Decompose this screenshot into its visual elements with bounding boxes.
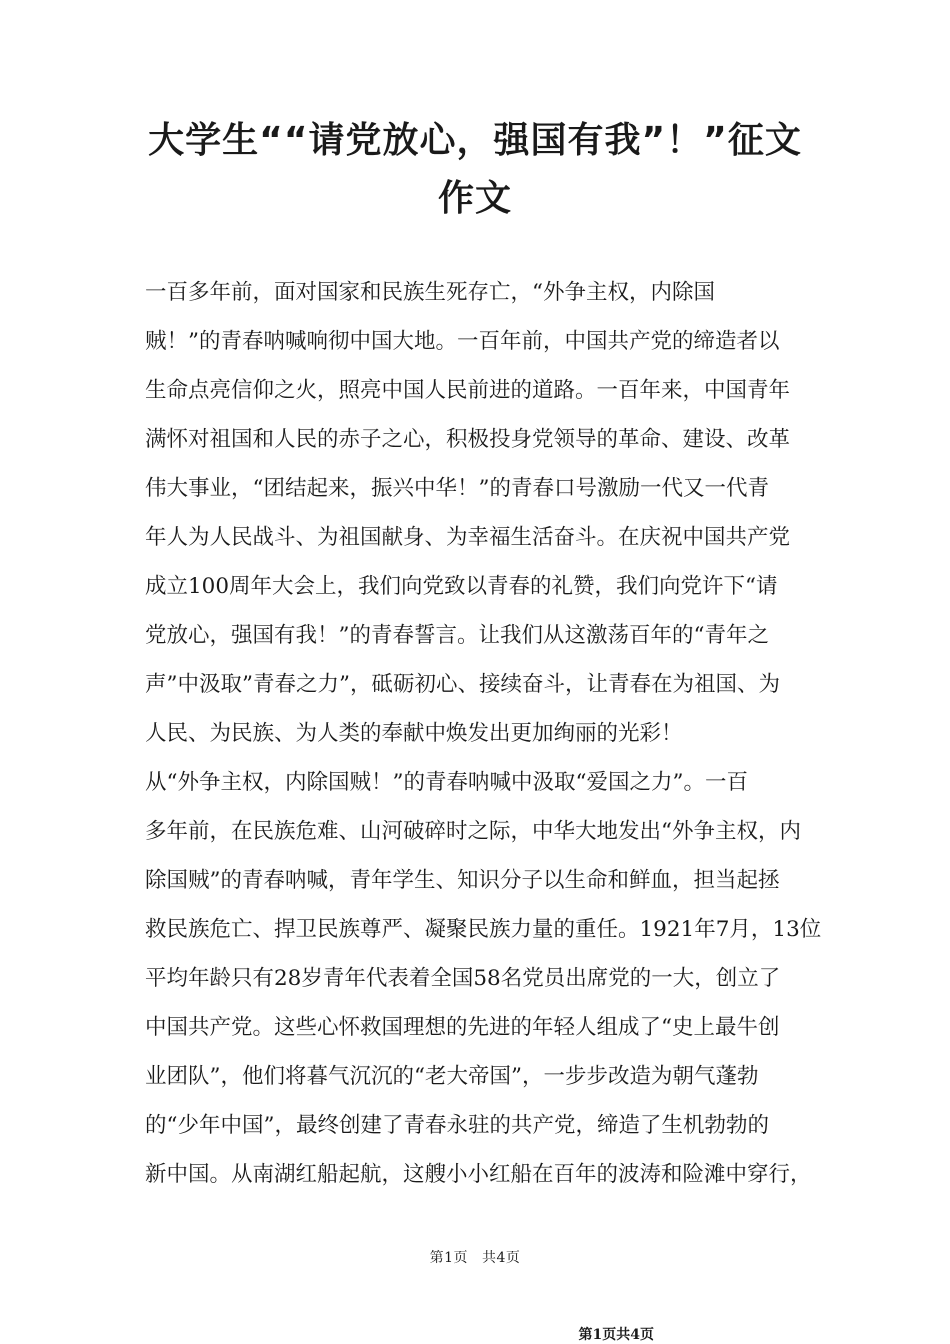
title-line: 大学生““请党放心，强国有我”！”征文 [148, 120, 802, 161]
paragraph-1 [145, 268, 810, 758]
text-line: 的“少年中国”，最终创建了青春永驻的共产党，缔造了生机勃勃的 [145, 1113, 769, 1138]
title-line: 作文 [437, 178, 512, 219]
page-indicator: 第1页共4页 [578, 1327, 654, 1343]
text-line: 从“外争主权，内除国贼！”的青春呐喊中汲取“爱国之力”。一百 [145, 770, 748, 795]
text-line: 一百多年前，面对国家和民族生死存亡，“外争主权，内除国 [145, 280, 715, 305]
text-line: 党放心，强国有我！”的青春誓言。让我们从这激荡百年的“青年之 [145, 623, 769, 648]
text-line: 人民、为民族、为人类的奉献中焕发出更加绚丽的光彩！ [145, 721, 683, 746]
page-total: 共4页 [482, 1250, 521, 1266]
text-line: 除国贼”的青春呐喊，青年学生、知识分子以生命和鲜血，担当起拯 [145, 868, 780, 893]
text-line: 平均年龄只有28岁青年代表着全国58名党员出席党的一大，创立了 [145, 966, 781, 991]
text-line: 多年前，在民族危难、山河破碎时之际，中华大地发出“外争主权，内 [145, 819, 801, 844]
text-line: 中国共产党。这些心怀救国理想的先进的年轻人组成了“史上最牛创 [145, 1015, 780, 1040]
text-line: 生命点亮信仰之火，照亮中国人民前进的道路。一百年来，中国青年 [145, 378, 791, 403]
page-footer [0, 1247, 950, 1267]
text-line: 贼！”的青春呐喊响彻中国大地。一百年前，中国共产党的缔造者以 [145, 329, 780, 354]
text-line: 伟大事业，“团结起来，振兴中华！”的青春口号激励一代又一代青 [145, 476, 769, 501]
document-title [120, 112, 830, 228]
text-line: 救民族危亡、捍卫民族尊严、凝聚民族力量的重任。1921年7月，13位 [145, 917, 822, 942]
text-line: 新中国。从南湖红船起航，这艘小小红船在百年的波涛和险滩中穿行， [145, 1162, 812, 1187]
text-line: 满怀对祖国和人民的赤子之心，积极投身党领导的革命、建设、改革 [145, 427, 791, 452]
text-line: 年人为人民战斗、为祖国献身、为幸福生活奋斗。在庆祝中国共产党 [145, 525, 791, 550]
text-line: 声”中汲取”青春之力”，砥砺初心、接续奋斗，让青春在为祖国、为 [145, 672, 780, 697]
text-line: 成立100周年大会上，我们向党致以青春的礼赞，我们向党许下“请 [145, 574, 778, 599]
text-line: 业团队”，他们将暮气沉沉的“老大帝国”，一步步改造为朝气蓬勃 [145, 1064, 759, 1089]
paragraph-2 [145, 758, 822, 1199]
document-body [145, 268, 822, 1199]
page-number: 第1页 [429, 1250, 468, 1266]
